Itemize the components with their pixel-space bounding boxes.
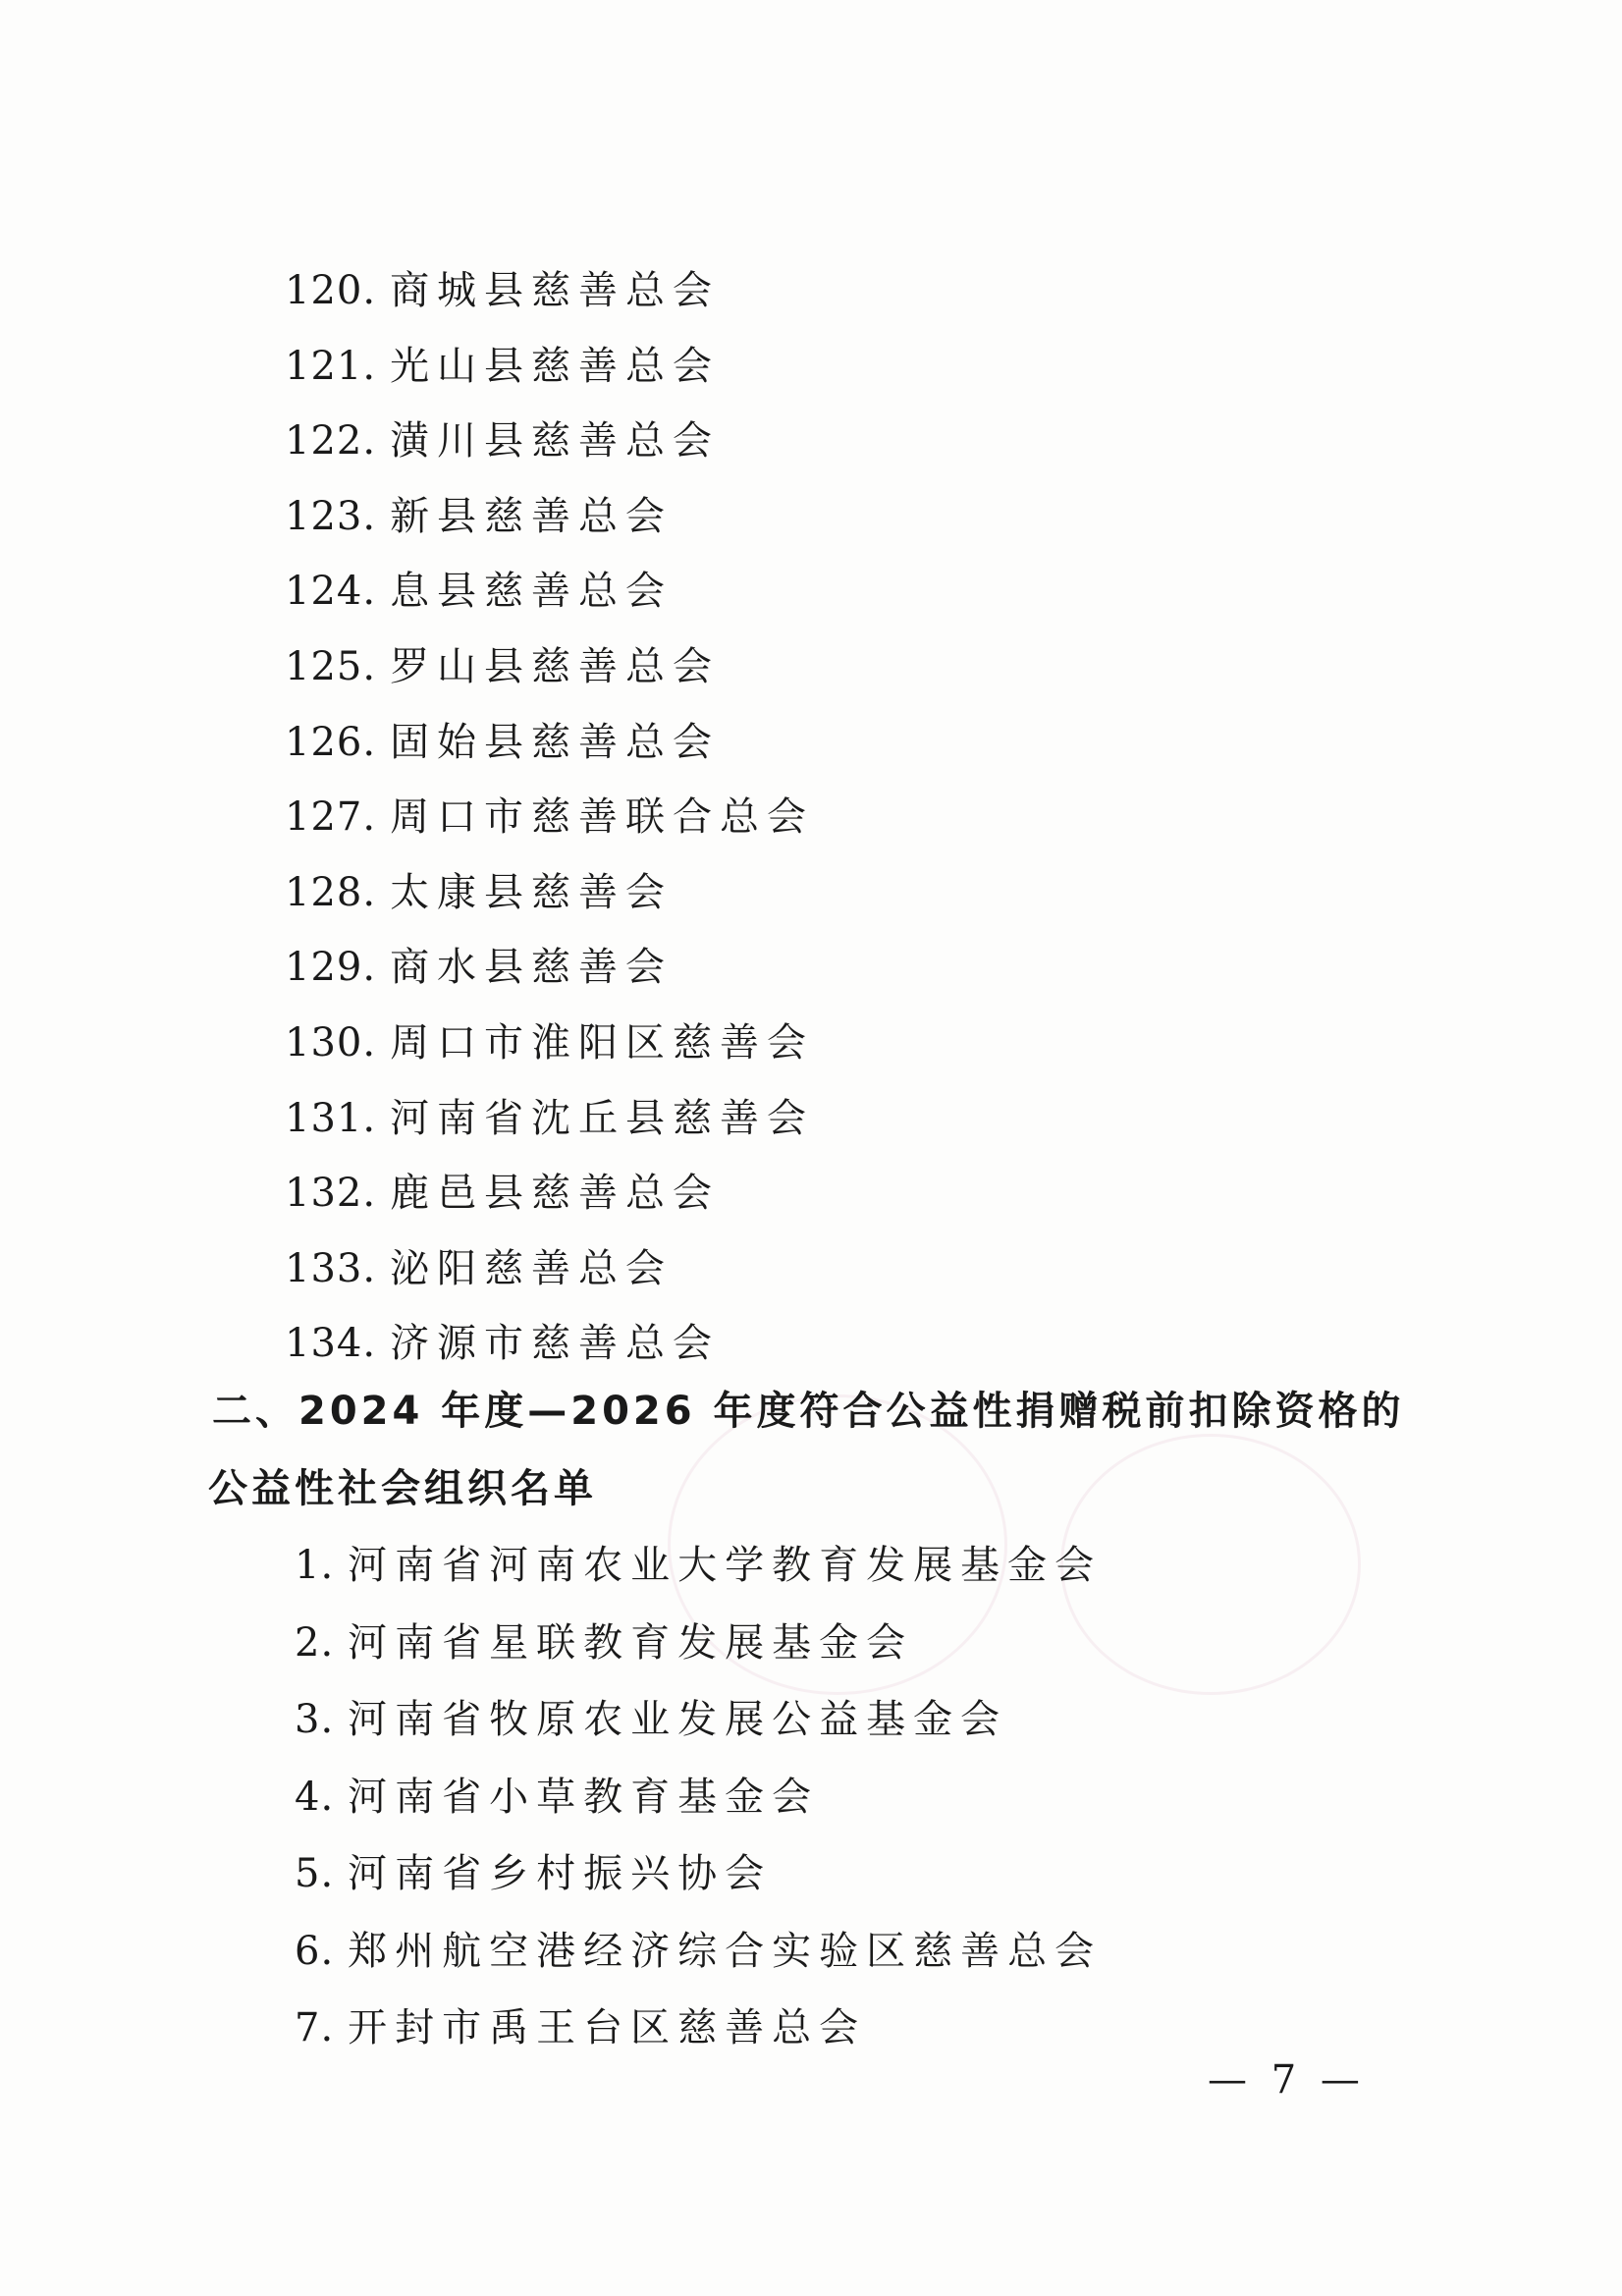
list-item: 4. 河南省小草教育基金会 bbox=[295, 1774, 820, 1820]
list-item: 129. 商水县慈善会 bbox=[285, 945, 674, 991]
list-item: 130. 周口市淮阳区慈善会 bbox=[285, 1019, 815, 1066]
page-number: — 7 — bbox=[1208, 2057, 1366, 2103]
list-item: 3. 河南省牧原农业发展公益基金会 bbox=[295, 1697, 1008, 1742]
section-heading-line-1: 二、2024 年度—2026 年度符合公益性捐赠税前扣除资格的 bbox=[212, 1389, 1405, 1434]
list-item: 121. 光山县慈善总会 bbox=[285, 343, 721, 389]
list-item: 126. 固始县慈善总会 bbox=[285, 719, 721, 765]
list-item: 127. 周口市慈善联合总会 bbox=[285, 794, 815, 841]
list-item: 124. 息县慈善总会 bbox=[285, 569, 674, 615]
list-item: 133. 泌阳慈善总会 bbox=[285, 1245, 674, 1291]
organization-list-part-two bbox=[295, 1527, 1473, 2067]
list-item: 125. 罗山县慈善总会 bbox=[285, 643, 721, 689]
list-item: 5. 河南省乡村振兴协会 bbox=[295, 1851, 773, 1896]
section-heading-line-2: 公益性社会组织名单 bbox=[208, 1466, 597, 1511]
list-item: 132. 鹿邑县慈善总会 bbox=[285, 1171, 721, 1217]
list-item: 2. 河南省星联教育发展基金会 bbox=[295, 1619, 914, 1666]
list-item: 128. 太康县慈善会 bbox=[285, 869, 674, 915]
list-item: 6. 郑州航空港经济综合实验区慈善总会 bbox=[295, 1928, 1103, 1974]
list-item: 134. 济源市慈善总会 bbox=[285, 1321, 721, 1367]
list-item: 122. 潢川县慈善总会 bbox=[285, 418, 721, 465]
list-item: 131. 河南省沈丘县慈善会 bbox=[285, 1095, 815, 1141]
list-item: 120. 商城县慈善总会 bbox=[285, 268, 721, 313]
list-item: 123. 新县慈善总会 bbox=[285, 493, 674, 539]
list-item: 7. 开封市禹王台区慈善总会 bbox=[295, 2005, 867, 2050]
list-item: 1. 河南省河南农业大学教育发展基金会 bbox=[295, 1543, 1103, 1588]
organization-list-part-one bbox=[285, 253, 1463, 1382]
section-two-heading bbox=[208, 1373, 1420, 1528]
